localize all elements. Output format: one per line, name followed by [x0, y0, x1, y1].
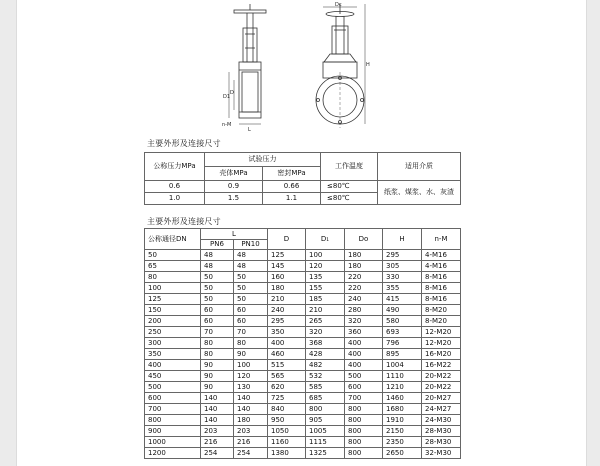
cell-nm: 12-M20	[422, 338, 461, 349]
cell-h: 305	[383, 261, 422, 272]
header-shell: 壳体MPa	[205, 167, 263, 181]
cell-nominal: 0.6	[145, 181, 205, 193]
cell-dn: 800	[145, 415, 201, 426]
bolt-hole	[361, 99, 364, 102]
cell-pn6: 70	[201, 327, 234, 338]
cell-d1: 265	[306, 316, 345, 327]
cell-pn10: 50	[234, 294, 268, 305]
cell-d: 295	[268, 316, 306, 327]
header-seal: 密封MPa	[263, 167, 321, 181]
cell-pn10: 80	[234, 338, 268, 349]
cell-shell: 0.9	[205, 181, 263, 193]
header-h: H	[383, 229, 422, 250]
cell-pn10: 50	[234, 283, 268, 294]
header-pn10: PN10	[234, 240, 268, 250]
table-row	[145, 360, 461, 371]
cell-d1: 135	[306, 272, 345, 283]
header-d1: D₁	[306, 229, 345, 250]
front-bonnet	[324, 54, 356, 62]
cell-pn6: 60	[201, 305, 234, 316]
cell-d: 460	[268, 349, 306, 360]
cell-dn: 400	[145, 360, 201, 371]
table-row	[145, 305, 461, 316]
cell-pn6: 50	[201, 294, 234, 305]
side-yoke	[243, 28, 257, 62]
right-frame	[586, 0, 600, 466]
cell-d: 950	[268, 415, 306, 426]
cell-do: 180	[345, 250, 383, 261]
table-row	[145, 316, 461, 327]
cell-h: 796	[383, 338, 422, 349]
cell-nm: 8-M20	[422, 305, 461, 316]
cell-dn: 150	[145, 305, 201, 316]
cell-h: 2150	[383, 426, 422, 437]
section-title-pressure: 主要外形及连接尺寸	[147, 139, 221, 148]
cell-do: 400	[345, 360, 383, 371]
table-row	[145, 261, 461, 272]
cell-pn6: 90	[201, 371, 234, 382]
cell-do: 220	[345, 272, 383, 283]
cell-pn10: 50	[234, 272, 268, 283]
cell-pn10: 130	[234, 382, 268, 393]
table-row	[145, 272, 461, 283]
cell-do: 320	[345, 316, 383, 327]
dim-label-l: L	[248, 127, 251, 133]
cell-d1: 800	[306, 404, 345, 415]
cell-do: 500	[345, 371, 383, 382]
cell-d: 400	[268, 338, 306, 349]
cell-nm: 12-M20	[422, 327, 461, 338]
cell-h: 1910	[383, 415, 422, 426]
cell-h: 1004	[383, 360, 422, 371]
cell-pn6: 50	[201, 283, 234, 294]
cell-do: 800	[345, 415, 383, 426]
cell-dn: 700	[145, 404, 201, 415]
cell-pn6: 140	[201, 404, 234, 415]
cell-d: 515	[268, 360, 306, 371]
cell-d: 125	[268, 250, 306, 261]
cell-dn: 250	[145, 327, 201, 338]
cell-h: 1680	[383, 404, 422, 415]
dim-label-h: H	[366, 62, 370, 68]
table-row	[145, 404, 461, 415]
cell-nominal: 1.0	[145, 193, 205, 205]
cell-dn: 500	[145, 382, 201, 393]
cell-d1: 685	[306, 393, 345, 404]
dimension-table-body	[145, 250, 461, 459]
cell-d: 565	[268, 371, 306, 382]
cell-nm: 4-M16	[422, 250, 461, 261]
header-nm: n-M	[422, 229, 461, 250]
cell-d1: 100	[306, 250, 345, 261]
cell-do: 220	[345, 283, 383, 294]
cell-pn10: 70	[234, 327, 268, 338]
cell-dn: 1000	[145, 437, 201, 448]
cell-nm: 8-M16	[422, 294, 461, 305]
table-row	[145, 393, 461, 404]
table-row	[145, 181, 461, 193]
cell-pn10: 140	[234, 393, 268, 404]
cell-pn6: 216	[201, 437, 234, 448]
cell-d: 350	[268, 327, 306, 338]
cell-nm: 16-M22	[422, 360, 461, 371]
left-frame	[0, 0, 17, 466]
cell-d: 1050	[268, 426, 306, 437]
cell-d: 180	[268, 283, 306, 294]
cell-d1: 320	[306, 327, 345, 338]
cell-nm: 20-M22	[422, 382, 461, 393]
header-dn: 公称通径DN	[145, 229, 201, 250]
cell-nm: 16-M20	[422, 349, 461, 360]
cell-temp: ≤80℃	[321, 181, 378, 193]
cell-temp: ≤80℃	[321, 193, 378, 205]
cell-do: 700	[345, 393, 383, 404]
cell-dn: 450	[145, 371, 201, 382]
table-row	[145, 327, 461, 338]
cell-nm: 24-M27	[422, 404, 461, 415]
cell-h: 490	[383, 305, 422, 316]
cell-d: 145	[268, 261, 306, 272]
cell-do: 360	[345, 327, 383, 338]
cell-pn6: 48	[201, 250, 234, 261]
cell-dn: 300	[145, 338, 201, 349]
header-test-pressure: 试验压力	[205, 153, 321, 167]
cell-pn6: 140	[201, 393, 234, 404]
bolt-hole	[317, 99, 320, 102]
cell-d1: 482	[306, 360, 345, 371]
header-pn6: PN6	[201, 240, 234, 250]
cell-do: 400	[345, 338, 383, 349]
cell-pn10: 90	[234, 349, 268, 360]
pressure-table	[144, 152, 461, 205]
cell-dn: 80	[145, 272, 201, 283]
cell-h: 1110	[383, 371, 422, 382]
cell-dn: 350	[145, 349, 201, 360]
cell-nm: 20-M22	[422, 371, 461, 382]
dimension-table	[144, 228, 461, 459]
table-row	[145, 426, 461, 437]
header-medium: 适用介质	[378, 153, 461, 181]
cell-pn6: 203	[201, 426, 234, 437]
valve-drawing	[215, 0, 375, 138]
table-row	[145, 349, 461, 360]
cell-d1: 210	[306, 305, 345, 316]
section-title-dimensions: 主要外形及连接尺寸	[147, 217, 221, 226]
cell-nm: 8-M20	[422, 316, 461, 327]
cell-pn10: 140	[234, 404, 268, 415]
cell-nm: 28-M30	[422, 426, 461, 437]
cell-d1: 1005	[306, 426, 345, 437]
cell-do: 280	[345, 305, 383, 316]
cell-d1: 368	[306, 338, 345, 349]
cell-h: 580	[383, 316, 422, 327]
cell-do: 180	[345, 261, 383, 272]
cell-d: 210	[268, 294, 306, 305]
cell-pn10: 60	[234, 316, 268, 327]
cell-h: 895	[383, 349, 422, 360]
cell-dn: 600	[145, 393, 201, 404]
cell-dn: 900	[145, 426, 201, 437]
cell-h: 295	[383, 250, 422, 261]
cell-nm: 24-M30	[422, 415, 461, 426]
cell-nm: 4-M16	[422, 261, 461, 272]
front-gate-housing	[323, 62, 357, 78]
dim-label-d: D	[230, 90, 234, 96]
cell-d: 725	[268, 393, 306, 404]
cell-do: 240	[345, 294, 383, 305]
cell-pn10: 254	[234, 448, 268, 459]
cell-dn: 100	[145, 283, 201, 294]
side-handwheel	[234, 10, 266, 13]
cell-pn6: 90	[201, 360, 234, 371]
cell-d: 840	[268, 404, 306, 415]
cell-pn6: 80	[201, 338, 234, 349]
cell-nm: 8-M16	[422, 283, 461, 294]
cell-do: 600	[345, 382, 383, 393]
table-row	[145, 338, 461, 349]
table-row	[145, 283, 461, 294]
side-body-flange	[242, 72, 258, 112]
cell-shell: 1.5	[205, 193, 263, 205]
cell-h: 1460	[383, 393, 422, 404]
header-l: L	[201, 229, 268, 240]
cell-do: 800	[345, 437, 383, 448]
cell-pn10: 180	[234, 415, 268, 426]
cell-do: 800	[345, 404, 383, 415]
table-row	[145, 382, 461, 393]
table-row	[145, 437, 461, 448]
cell-pn6: 48	[201, 261, 234, 272]
cell-pn10: 203	[234, 426, 268, 437]
cell-dn: 125	[145, 294, 201, 305]
table-row	[145, 250, 461, 261]
cell-do: 400	[345, 349, 383, 360]
cell-d1: 905	[306, 415, 345, 426]
cell-d1: 155	[306, 283, 345, 294]
cell-seal: 0.66	[263, 181, 321, 193]
cell-dn: 65	[145, 261, 201, 272]
table-row	[145, 415, 461, 426]
cell-h: 693	[383, 327, 422, 338]
cell-d1: 585	[306, 382, 345, 393]
cell-dn: 50	[145, 250, 201, 261]
cell-d: 1380	[268, 448, 306, 459]
cell-dn: 1200	[145, 448, 201, 459]
cell-nm: 28-M30	[422, 437, 461, 448]
cell-h: 1210	[383, 382, 422, 393]
cell-h: 415	[383, 294, 422, 305]
cell-pn10: 48	[234, 261, 268, 272]
cell-pn10: 48	[234, 250, 268, 261]
cell-d1: 1115	[306, 437, 345, 448]
dim-label-dc: Dc	[335, 2, 342, 8]
cell-h: 2650	[383, 448, 422, 459]
cell-medium: 纸浆、煤浆、水、灰渣	[378, 181, 461, 205]
cell-h: 330	[383, 272, 422, 283]
cell-d1: 428	[306, 349, 345, 360]
cell-d: 1160	[268, 437, 306, 448]
cell-pn6: 90	[201, 382, 234, 393]
cell-d: 240	[268, 305, 306, 316]
cell-pn6: 60	[201, 316, 234, 327]
table-row	[145, 294, 461, 305]
header-nominal-pressure: 公称压力MPa	[145, 153, 205, 181]
cell-h: 355	[383, 283, 422, 294]
header-d: D	[268, 229, 306, 250]
cell-d1: 120	[306, 261, 345, 272]
cell-seal: 1.1	[263, 193, 321, 205]
cell-pn6: 80	[201, 349, 234, 360]
cell-pn10: 216	[234, 437, 268, 448]
header-do: Do	[345, 229, 383, 250]
cell-nm: 20-M27	[422, 393, 461, 404]
cell-nm: 8-M16	[422, 272, 461, 283]
cell-h: 2350	[383, 437, 422, 448]
dim-label-d1: D1	[223, 94, 231, 100]
cell-pn6: 50	[201, 272, 234, 283]
cell-pn10: 120	[234, 371, 268, 382]
dim-label-nm: n-M	[222, 122, 232, 128]
cell-d: 620	[268, 382, 306, 393]
cell-pn6: 254	[201, 448, 234, 459]
header-working-temp: 工作温度	[321, 153, 378, 181]
cell-pn10: 100	[234, 360, 268, 371]
cell-d1: 1325	[306, 448, 345, 459]
cell-pn6: 140	[201, 415, 234, 426]
table-row	[145, 448, 461, 459]
table-row	[145, 371, 461, 382]
cell-nm: 32-M30	[422, 448, 461, 459]
cell-dn: 200	[145, 316, 201, 327]
cell-do: 800	[345, 426, 383, 437]
cell-d: 160	[268, 272, 306, 283]
cell-d1: 532	[306, 371, 345, 382]
cell-pn10: 60	[234, 305, 268, 316]
cell-d1: 185	[306, 294, 345, 305]
cell-do: 800	[345, 448, 383, 459]
